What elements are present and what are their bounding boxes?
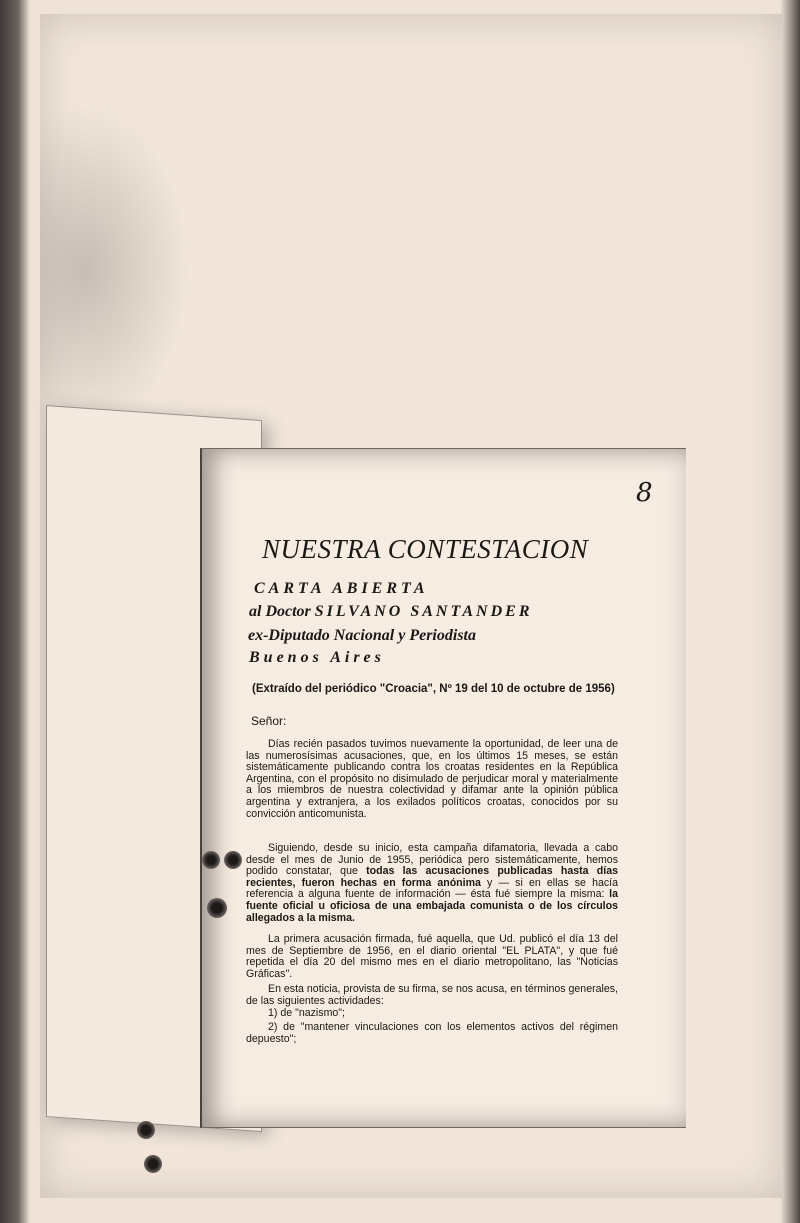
addressee-position: ex-Diputado Nacional y Periodista xyxy=(248,627,476,644)
punch-hole xyxy=(202,851,220,869)
punch-hole xyxy=(137,1121,155,1139)
greeting: Señor: xyxy=(251,714,287,728)
punch-hole xyxy=(224,851,242,869)
scan-mottle xyxy=(40,104,190,434)
paragraph-1: Días recién pasados tuvimos nuevamente la oportunidad, de leer una de las numerosísimas acusaciones, que, en los últimos 15 meses, se están sistemáticamente publicando contra los croatas residentes en la República Argentina, con el propósito no disimulado de perjudicar moral y materialmente a los miembros de nuestra colectividad y difamar ante la opinión pública argentina y extranjera, a los exilados políticos croatas, conocidos por su convicción anticomunista. xyxy=(246,738,618,820)
paragraph-2-text: y — si en ellas se hacía referencia a alguna fuente de información — ésta fué siempre la misma: xyxy=(246,876,618,901)
paragraph-3: La primera acusación firmada, fué aquella, que Ud. publicó el día 13 del mes de Septiembre de 1956, en el diario oriental "EL PLATA", y que fué repetida el día 20 del mismo mes en el diario metropolitano, las "Noticias Gráficas". xyxy=(246,933,618,980)
kicker: CARTA ABIERTA xyxy=(254,580,429,597)
headline: NUESTRA CONTESTACION xyxy=(262,534,589,564)
addressee-city: Buenos Aires xyxy=(249,649,385,666)
addressee-prefix: al Doctor xyxy=(249,603,311,620)
source-note: (Extraído del periódico "Croacia", Nº 19 del 10 de octubre de 1956) xyxy=(252,683,615,695)
addressee-name: SILVANO SANTANDER xyxy=(314,603,533,620)
paragraph-2 xyxy=(246,843,618,924)
list-item: 1) de "nazismo"; xyxy=(268,1007,346,1019)
paragraph-2-text: Siguiendo, desde su inicio, esta campaña difamatoria, llevada a cabo desde el mes de Junio de 1955, periódica pero sistemáticamente, hemos podido constatar, que xyxy=(246,842,618,878)
punch-hole xyxy=(207,898,227,918)
paragraph-2-bold: la fuente oficial u oficiosa de una embajada comunista o de los círculos allegados a la misma. xyxy=(246,888,618,924)
punch-hole xyxy=(144,1155,162,1173)
paragraph-4: En esta noticia, provista de su firma, se nos acusa, en términos generales, de las siguientes actividades: xyxy=(246,983,618,1007)
addressee xyxy=(249,603,533,621)
paragraph-2-bold: todas las acusaciones publicadas hasta días recientes, fueron hechas en forma anónima xyxy=(246,865,618,889)
list-item: 2) de "mantener vinculaciones con los elementos activos del régimen depuesto"; xyxy=(246,1021,618,1045)
page-number: 8 xyxy=(636,478,653,508)
